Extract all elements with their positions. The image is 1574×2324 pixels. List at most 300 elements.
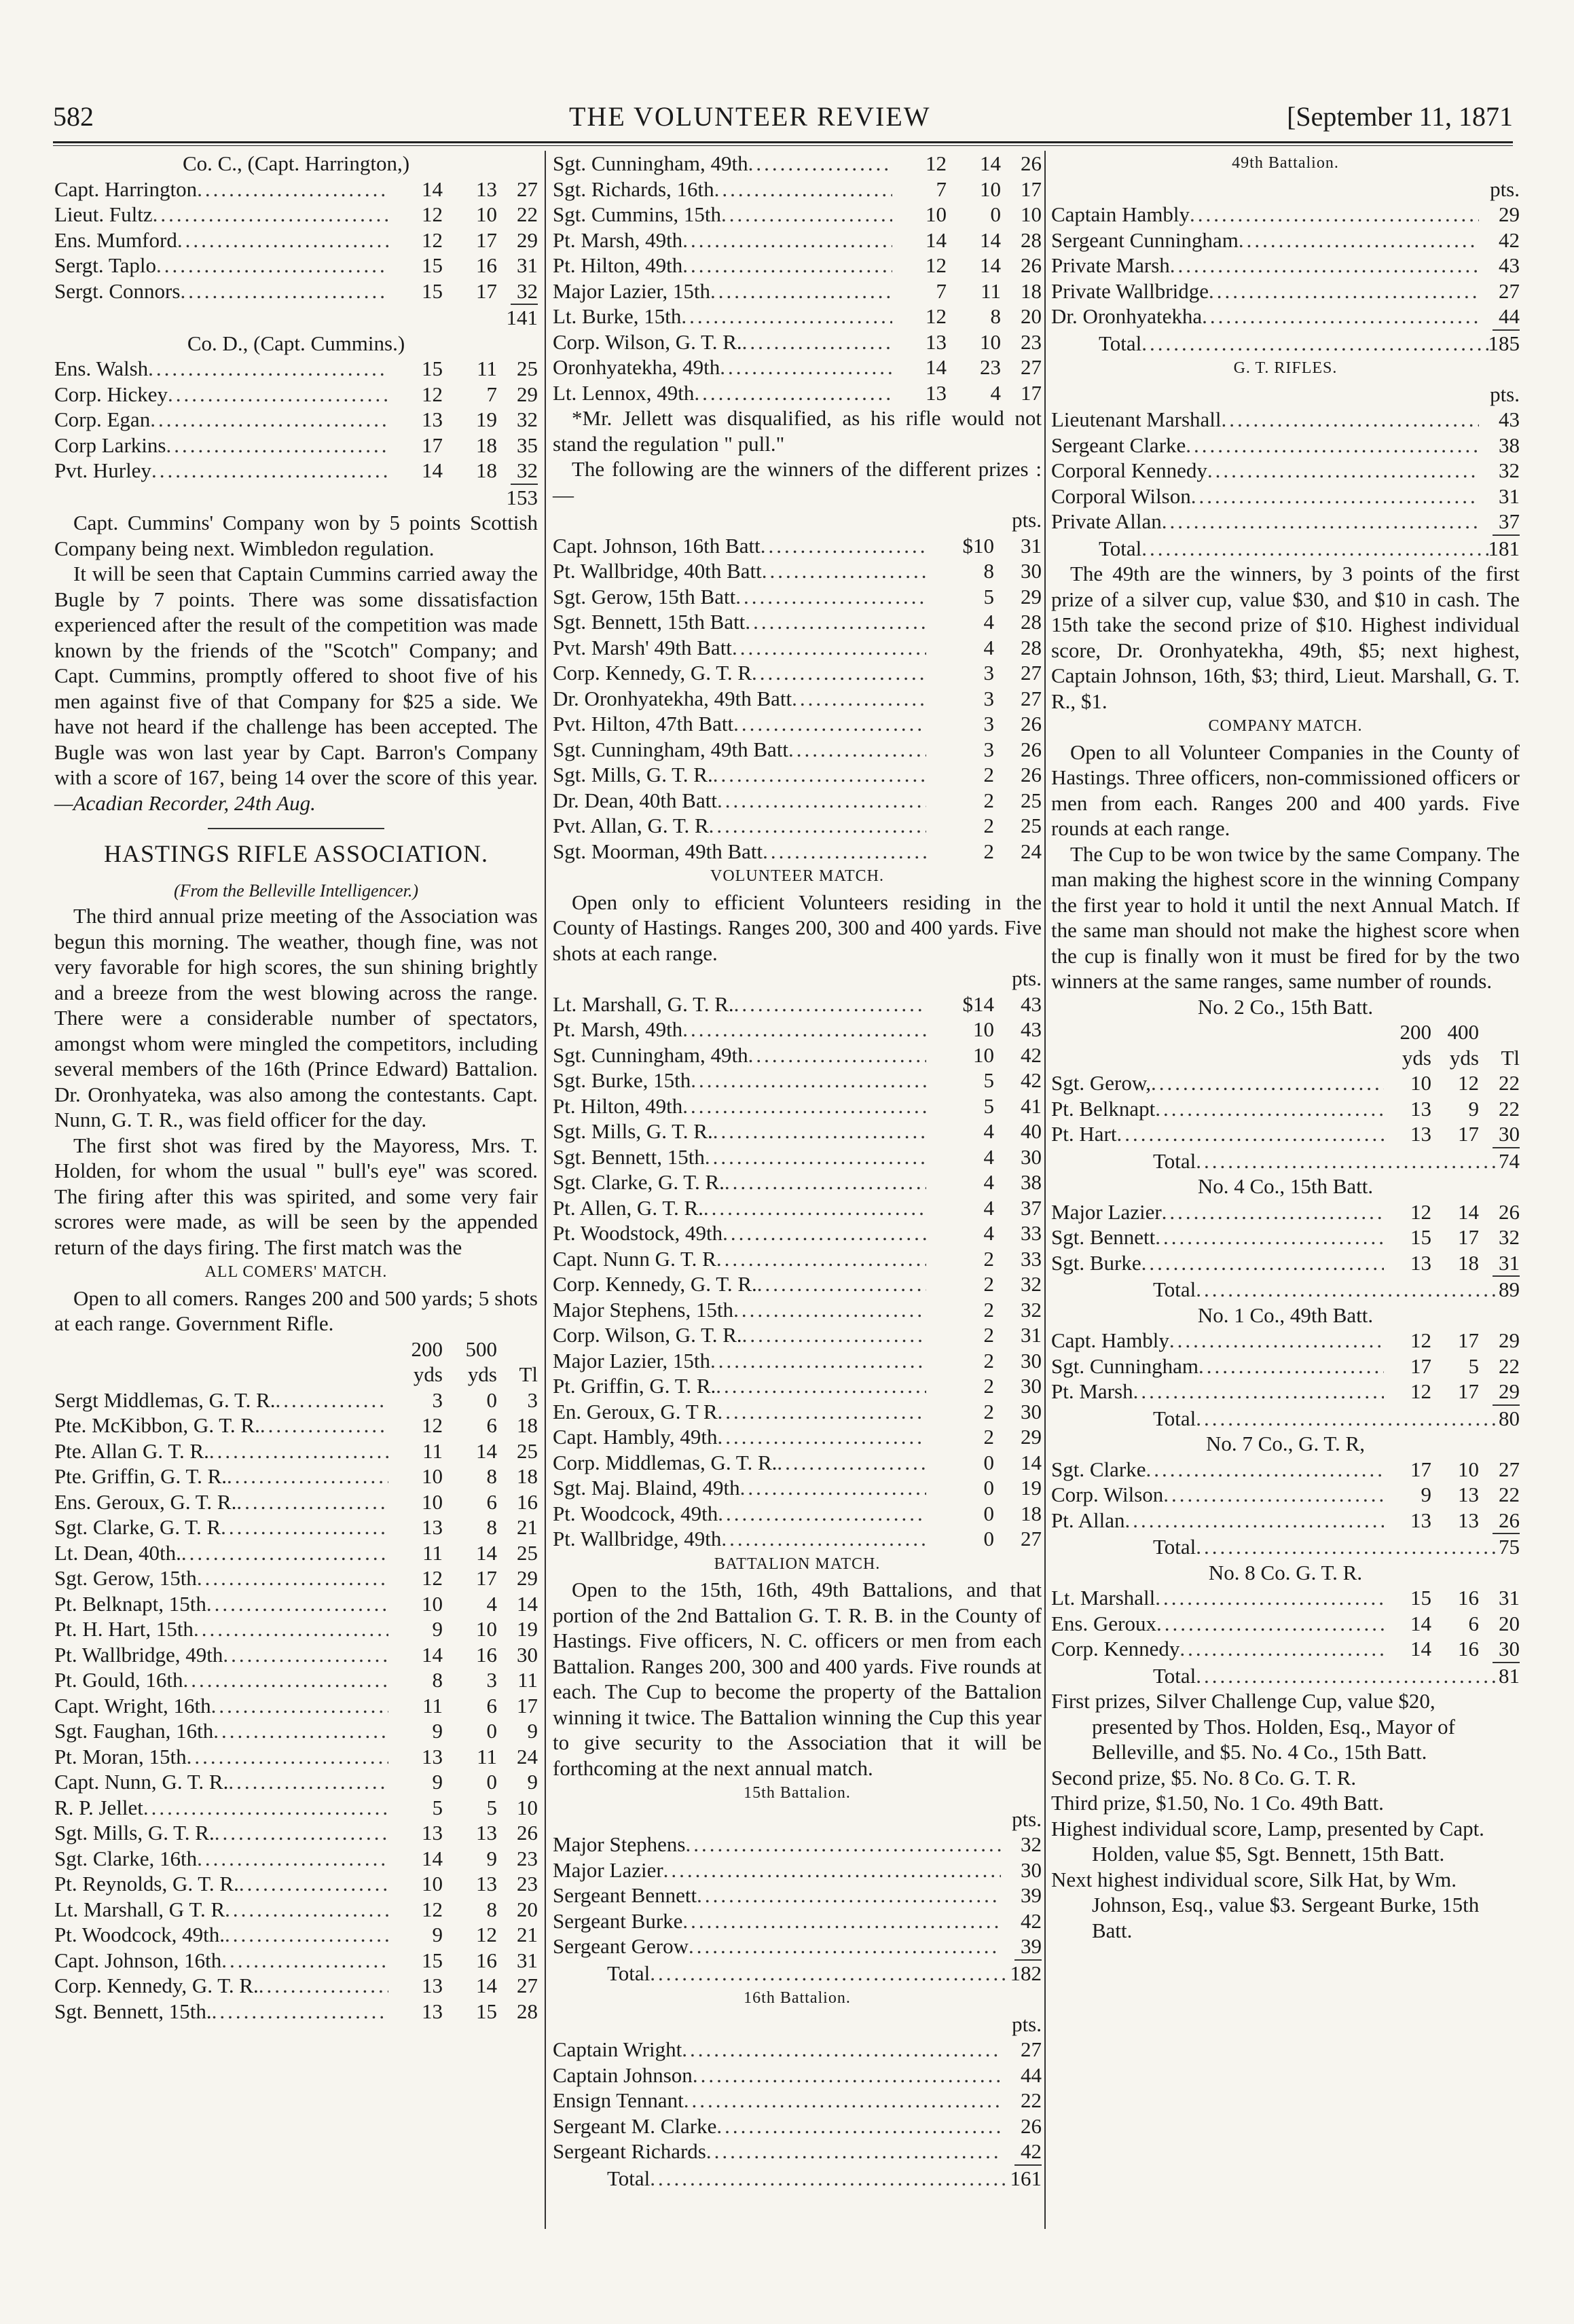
score-200: 11 bbox=[422, 1540, 443, 1565]
points: 29 bbox=[1499, 202, 1520, 226]
entrant-name: Corp. Kennedy, G. T. R. bbox=[553, 1272, 757, 1296]
paragraph: The third annual prize meeting of the Association was begun this morning. The weather, though fine, was not very favorable for high scores, the sun shining brightly and a breeze from the west blowing across the range. There were a considerable number of spectators, amongst whom were mingled the competitors, including several members of the 16th (Prince Edward) Battalion. Dr. Oronhyateka, was also among the contestants. Capt. Nunn, G. T. R., was field officer for the day. bbox=[54, 904, 538, 1131]
score-total: 24 bbox=[517, 1744, 538, 1768]
table-row bbox=[553, 1424, 1042, 1450]
score-200: 10 bbox=[422, 1489, 443, 1514]
table-row bbox=[54, 458, 538, 484]
table-row bbox=[553, 1246, 1042, 1272]
dot-leader bbox=[682, 228, 892, 253]
score-200: 12 bbox=[422, 1897, 443, 1921]
dot-leader bbox=[1116, 1121, 1384, 1147]
entrant-name: Lieut. Fultz bbox=[54, 202, 153, 226]
entrant-name: Pt. H. Hart, 15th bbox=[54, 1617, 194, 1641]
dot-leader bbox=[716, 1373, 926, 1399]
dot-leader bbox=[697, 1883, 1001, 1908]
table-row bbox=[54, 382, 538, 407]
score-500: 17 bbox=[476, 228, 497, 252]
score-500: 14 bbox=[476, 1438, 497, 1463]
dot-leader bbox=[221, 1514, 388, 1540]
score-500: 14 bbox=[980, 151, 1001, 175]
entrant-name: Dr. Oronhyatekha bbox=[1051, 304, 1203, 328]
prize-amount: 0 bbox=[983, 1527, 994, 1550]
dot-leader bbox=[153, 202, 388, 228]
table-row bbox=[54, 228, 538, 253]
entrant-name: Ens. Geroux bbox=[1051, 1611, 1156, 1635]
points: 30 bbox=[1021, 1144, 1042, 1169]
prize-amount: 2 bbox=[983, 1425, 994, 1449]
entrant-name: Pt. Wallbridge, 49th bbox=[553, 1527, 722, 1550]
entrant-name: Sgt. Mills, G. T. R. bbox=[54, 1821, 215, 1845]
score-500: 3 bbox=[486, 1668, 497, 1692]
entrant-name: Sgt. Gerow, 15th bbox=[54, 1566, 197, 1590]
dot-leader bbox=[733, 711, 926, 737]
entrant-name: Private Allan bbox=[1051, 509, 1162, 533]
prize-amount: 2 bbox=[983, 1323, 994, 1347]
total-row bbox=[1051, 1663, 1520, 1689]
score-200: 8 bbox=[432, 1668, 443, 1692]
dot-leader bbox=[225, 1897, 388, 1923]
score-total: 29 bbox=[517, 382, 538, 406]
points: 42 bbox=[1021, 1042, 1042, 1067]
table-row bbox=[553, 2139, 1042, 2164]
paragraph: Open only to efficient Volunteers residing in the County of Hastings. Ranges 200, 300 and 400 yards. Five shots at each range. bbox=[553, 890, 1042, 965]
table-row bbox=[54, 1795, 538, 1821]
entrant-name: Pt. Hart bbox=[1051, 1122, 1117, 1146]
score-200: 13 bbox=[1410, 1122, 1431, 1146]
prize-table bbox=[553, 533, 1042, 865]
dot-leader bbox=[1209, 278, 1479, 304]
table-row bbox=[1051, 407, 1520, 433]
dot-leader bbox=[183, 1667, 388, 1693]
total-row bbox=[1051, 1148, 1520, 1174]
dot-leader bbox=[763, 839, 926, 865]
score-400: 17 bbox=[1458, 1379, 1479, 1403]
points: 30 bbox=[1021, 1348, 1042, 1373]
points: 43 bbox=[1499, 253, 1520, 277]
score-table bbox=[1051, 202, 1520, 329]
score-total: 22 bbox=[1499, 1483, 1520, 1506]
points: 44 bbox=[1021, 2063, 1042, 2087]
dot-leader bbox=[1141, 1250, 1384, 1276]
column-header: pts. bbox=[1490, 177, 1520, 201]
total-value: 185 bbox=[1488, 331, 1520, 355]
dot-leader bbox=[221, 1948, 388, 1974]
entrant-name: Sergeant Cunningham bbox=[1051, 228, 1239, 252]
score-total: 29 bbox=[1499, 1328, 1520, 1352]
prize-amount: 2 bbox=[983, 763, 994, 786]
score-total: 16 bbox=[517, 1489, 538, 1514]
table-row bbox=[1051, 1508, 1520, 1533]
score-total: 27 bbox=[517, 177, 538, 201]
table-row bbox=[54, 1922, 538, 1948]
points: 38 bbox=[1021, 1170, 1042, 1194]
entrant-name: Sergeant Richards bbox=[553, 2139, 706, 2163]
score-200: 13 bbox=[422, 1744, 443, 1768]
entrant-name: Capt. Johnson, 16th Batt bbox=[553, 533, 761, 558]
prize-note: Highest individual score, Lamp, presented by Capt. Holden, value $5, Sgt. Bennett, 15th Batt. bbox=[1051, 1816, 1484, 1866]
table-row bbox=[553, 2037, 1042, 2063]
entrant-name: Sergt. Connors bbox=[54, 278, 181, 303]
table-row bbox=[54, 177, 538, 202]
score-500: 13 bbox=[476, 177, 497, 201]
table-row bbox=[1051, 1611, 1520, 1637]
dot-leader bbox=[1146, 1457, 1385, 1483]
prize-amount: 4 bbox=[983, 635, 994, 659]
column-header: pts. bbox=[1012, 2012, 1042, 2036]
total-label: Total bbox=[1153, 1535, 1196, 1559]
column-header: yds bbox=[1449, 1045, 1479, 1070]
table-row bbox=[54, 1820, 538, 1846]
score-total: 35 bbox=[517, 433, 538, 457]
table-row bbox=[553, 1169, 1042, 1195]
dot-leader bbox=[150, 407, 388, 433]
table-row bbox=[553, 1093, 1042, 1119]
section-heading: No. 2 Co., 15th Batt. bbox=[1197, 994, 1374, 1019]
score-200: 9 bbox=[432, 1719, 443, 1743]
score-table bbox=[553, 1832, 1042, 1959]
dot-leader bbox=[223, 1642, 388, 1668]
table-row bbox=[54, 1667, 538, 1693]
paragraph: Open to all comers. Ranges 200 and 500 yards; 5 shots at each range. Government Rifle. bbox=[54, 1286, 538, 1335]
score-500: 4 bbox=[990, 380, 1001, 405]
dot-leader bbox=[748, 1042, 926, 1068]
score-500: 14 bbox=[980, 253, 1001, 277]
score-total: 31 bbox=[1499, 1586, 1520, 1610]
dot-leader bbox=[1162, 1199, 1384, 1225]
prize-note: Third prize, $1.50, No. 1 Co. 49th Batt. bbox=[1051, 1791, 1384, 1815]
points: 18 bbox=[1021, 1501, 1042, 1525]
table-row bbox=[54, 1514, 538, 1540]
score-total: 26 bbox=[1021, 151, 1042, 175]
score-200: 14 bbox=[422, 1846, 443, 1870]
score-table bbox=[553, 151, 1042, 405]
entrant-name: Pt. Hilton, 49th bbox=[553, 1093, 683, 1118]
dot-leader bbox=[197, 1565, 388, 1591]
score-200: 9 bbox=[1421, 1483, 1431, 1506]
score-total: 29 bbox=[517, 228, 538, 252]
prize-amount: 3 bbox=[983, 712, 994, 736]
score-table bbox=[1051, 1585, 1520, 1662]
page-number: 582 bbox=[53, 101, 94, 132]
table-header bbox=[1051, 1019, 1520, 1045]
entrant-name: Pt. Griffin, G. T. R. bbox=[553, 1374, 716, 1398]
dot-leader bbox=[721, 1526, 926, 1552]
points: 31 bbox=[1021, 533, 1042, 558]
score-table bbox=[1051, 407, 1520, 534]
prize-amount: 2 bbox=[983, 1272, 994, 1296]
score-200: 12 bbox=[926, 151, 947, 175]
table-row bbox=[553, 1195, 1042, 1221]
dot-leader bbox=[156, 253, 388, 278]
points: 30 bbox=[1021, 1399, 1042, 1423]
score-500: 13 bbox=[476, 1821, 497, 1845]
table-row bbox=[54, 278, 538, 304]
dot-leader bbox=[717, 788, 926, 814]
score-500: 17 bbox=[476, 1566, 497, 1590]
score-total: 23 bbox=[1021, 329, 1042, 354]
score-total: 17 bbox=[1021, 177, 1042, 201]
dot-leader bbox=[685, 1832, 1001, 1857]
prize-amount: 3 bbox=[983, 661, 994, 685]
total-row bbox=[1051, 536, 1520, 562]
column-header: yds bbox=[413, 1362, 443, 1386]
table-header bbox=[54, 1362, 538, 1387]
table-row bbox=[553, 1526, 1042, 1552]
table-row bbox=[553, 686, 1042, 712]
dot-leader bbox=[1191, 484, 1479, 509]
dot-leader bbox=[722, 1220, 926, 1246]
score-400: 6 bbox=[1468, 1611, 1479, 1635]
entrant-name: Corp. Wilson, G. T. R. bbox=[553, 1323, 742, 1347]
score-200: 7 bbox=[936, 177, 947, 201]
dot-leader bbox=[1222, 407, 1480, 433]
entrant-name: Lt. Lennox, 49th bbox=[553, 380, 695, 405]
score-400: 18 bbox=[1458, 1250, 1479, 1275]
prize-amount: 10 bbox=[973, 1042, 994, 1067]
table-row bbox=[553, 1042, 1042, 1068]
entrant-name: Sgt. Richards, 16th bbox=[553, 177, 714, 201]
table-row bbox=[553, 609, 1042, 635]
table-row bbox=[54, 1616, 538, 1642]
prize-amount: 4 bbox=[983, 1195, 994, 1220]
entrant-name: Major Lazier bbox=[553, 1857, 663, 1882]
paragraph: The Cup to be won twice by the same Company. The man making the highest score in the winning Company the first year to hold it until the next Annual Match. If the same man should not make the highest score when the cup is finally won it must be fired for by the two winners at the same ranges, same number of rounds. bbox=[1051, 841, 1520, 993]
score-200: 14 bbox=[1410, 1637, 1431, 1660]
table-row bbox=[54, 1464, 538, 1489]
table-row bbox=[553, 1017, 1042, 1042]
dot-leader bbox=[212, 1999, 388, 2025]
table-row bbox=[553, 253, 1042, 278]
score-200: 13 bbox=[422, 407, 443, 431]
table-row bbox=[54, 1413, 538, 1438]
total-value: 74 bbox=[1499, 1148, 1520, 1173]
table-row bbox=[54, 1999, 538, 2025]
entrant-name: Sgt. Cummins, 15th bbox=[553, 202, 722, 226]
total-value: 75 bbox=[1499, 1535, 1520, 1559]
entrant-name: Lt. Burke, 15th bbox=[553, 304, 682, 328]
prize-amount: 2 bbox=[983, 1297, 994, 1322]
score-500: 6 bbox=[486, 1693, 497, 1718]
points: 27 bbox=[1021, 2037, 1042, 2061]
entrant-name: Private Marsh bbox=[1051, 253, 1170, 277]
points: 39 bbox=[1021, 1934, 1042, 1958]
entrant-name: Private Wallbridge bbox=[1051, 278, 1209, 303]
table-row bbox=[553, 278, 1042, 304]
score-total: 26 bbox=[1499, 1508, 1520, 1532]
dot-leader bbox=[1162, 509, 1479, 534]
points: 27 bbox=[1021, 661, 1042, 685]
prize-amount: 2 bbox=[983, 1399, 994, 1423]
score-500: 16 bbox=[476, 1642, 497, 1667]
score-500: 8 bbox=[486, 1515, 497, 1539]
score-200: 3 bbox=[432, 1387, 443, 1412]
table-row bbox=[1051, 202, 1520, 228]
score-total: 28 bbox=[1021, 228, 1042, 252]
score-table bbox=[1051, 1328, 1520, 1404]
table-row bbox=[54, 1846, 538, 1872]
dot-leader bbox=[788, 737, 926, 763]
table-row bbox=[54, 1769, 538, 1795]
score-200: 12 bbox=[1410, 1379, 1431, 1403]
points: 26 bbox=[1021, 763, 1042, 786]
table-row bbox=[553, 304, 1042, 329]
table-row bbox=[1051, 1224, 1520, 1250]
entrant-name: Sgt. Clarke, 16th bbox=[54, 1846, 198, 1870]
points: 26 bbox=[1021, 737, 1042, 761]
score-200: 14 bbox=[422, 458, 443, 482]
dot-leader bbox=[215, 1820, 388, 1846]
entrant-name: Sgt. Gerow, bbox=[1051, 1071, 1151, 1095]
prize-amount: 4 bbox=[983, 610, 994, 634]
dot-leader bbox=[713, 762, 926, 788]
score-total: 9 bbox=[527, 1770, 538, 1794]
entrant-name: Pt. Woodcock, 49th. bbox=[54, 1923, 225, 1946]
dot-leader bbox=[1163, 1482, 1384, 1508]
section-heading: No. 4 Co., 15th Batt. bbox=[1197, 1174, 1374, 1198]
points: 42 bbox=[1499, 228, 1520, 252]
points: 24 bbox=[1021, 839, 1042, 863]
entrant-name: Capt. Johnson, 16th bbox=[54, 1948, 222, 1972]
dot-leader bbox=[703, 1195, 926, 1221]
table-row bbox=[553, 788, 1042, 814]
points: 30 bbox=[1021, 1374, 1042, 1398]
dot-leader bbox=[710, 278, 892, 304]
entrant-name: Capt. Nunn, G. T. R. bbox=[54, 1770, 229, 1794]
entrant-name: Lt. Marshall, G. T. R. bbox=[553, 992, 734, 1016]
score-200: 10 bbox=[422, 1872, 443, 1895]
score-500: 14 bbox=[980, 228, 1001, 252]
score-500: 10 bbox=[980, 177, 1001, 201]
score-500: 18 bbox=[476, 433, 497, 457]
table-row bbox=[553, 1144, 1042, 1170]
score-200: 13 bbox=[422, 1999, 443, 2023]
table-row bbox=[54, 1540, 538, 1566]
entrant-name: Sgt. Bennett, 15th bbox=[553, 1144, 705, 1169]
score-total: 30 bbox=[1499, 1122, 1520, 1146]
score-total: 9 bbox=[527, 1719, 538, 1743]
footnote: *Mr. Jellett was disqualified, as his rifle would not stand the regulation " pull." bbox=[553, 406, 1042, 456]
dot-leader bbox=[710, 1348, 926, 1374]
score-total: 11 bbox=[517, 1668, 538, 1692]
table-row bbox=[553, 1297, 1042, 1323]
score-total: 23 bbox=[517, 1846, 538, 1870]
dot-leader bbox=[1125, 1508, 1384, 1533]
dot-leader bbox=[206, 1591, 388, 1617]
table-row bbox=[1051, 1636, 1520, 1662]
table-row bbox=[553, 558, 1042, 584]
score-500: 10 bbox=[476, 1617, 497, 1641]
prize-amount: 2 bbox=[983, 788, 994, 812]
total-label: Total bbox=[1153, 1148, 1196, 1173]
score-total: 31 bbox=[1499, 1250, 1520, 1275]
entrant-name: Lt. Dean, 40th. bbox=[54, 1540, 181, 1565]
table-row bbox=[54, 1744, 538, 1770]
dot-leader bbox=[239, 1871, 388, 1897]
masthead-rule bbox=[53, 141, 1513, 143]
table-row bbox=[553, 2063, 1042, 2088]
points: 19 bbox=[1021, 1476, 1042, 1500]
score-total: 27 bbox=[1499, 1457, 1520, 1481]
score-total: 20 bbox=[1021, 304, 1042, 328]
dot-leader bbox=[792, 686, 926, 712]
dot-leader bbox=[236, 1489, 388, 1515]
table-row bbox=[553, 813, 1042, 839]
table-row bbox=[553, 202, 1042, 228]
points: 14 bbox=[1021, 1450, 1042, 1474]
score-400: 14 bbox=[1458, 1199, 1479, 1224]
score-500: 7 bbox=[486, 382, 497, 406]
score-200: 13 bbox=[1410, 1508, 1431, 1532]
points: 40 bbox=[1021, 1119, 1042, 1143]
dot-leader bbox=[663, 1857, 1001, 1883]
entrant-name: Pt. Moran, 15th bbox=[54, 1744, 187, 1768]
table-row bbox=[1051, 304, 1520, 329]
dot-leader bbox=[1155, 1096, 1384, 1122]
score-table bbox=[54, 1387, 538, 2025]
entrant-name: Sgt. Cunningham, 49th bbox=[553, 1042, 748, 1067]
score-total: 17 bbox=[517, 1693, 538, 1718]
score-total: 22 bbox=[1499, 1354, 1520, 1378]
table-row bbox=[553, 660, 1042, 686]
dot-leader bbox=[180, 278, 388, 304]
prize-amount: 4 bbox=[983, 1221, 994, 1245]
score-500: 4 bbox=[486, 1591, 497, 1616]
entrant-name: Captain Wright bbox=[553, 2037, 682, 2061]
dot-leader bbox=[752, 660, 926, 686]
entrant-name: Major Lazier, 15th bbox=[553, 278, 711, 303]
prize-note: First prizes, Silver Challenge Cup, value $20, presented by Thos. Holden, Esq., Mayor of Belleville, and $5. No. 4 Co., 15th Batt. bbox=[1051, 1689, 1455, 1764]
dot-leader bbox=[718, 1399, 926, 1425]
dot-leader bbox=[757, 1271, 926, 1297]
score-200: 13 bbox=[1410, 1250, 1431, 1275]
score-200: 15 bbox=[422, 1948, 443, 1972]
entrant-name: Pt. Gould, 16th bbox=[54, 1668, 183, 1692]
dot-leader bbox=[1170, 253, 1479, 278]
points: 44 bbox=[1499, 304, 1520, 328]
total-row bbox=[553, 2166, 1042, 2192]
prize-amount: 0 bbox=[983, 1450, 994, 1474]
entrant-name: Pt. Marsh, 49th bbox=[553, 228, 683, 252]
total-label: Total bbox=[1153, 1277, 1196, 1301]
score-500: 6 bbox=[486, 1489, 497, 1514]
entrant-name: Sergeant Bennett bbox=[553, 1883, 697, 1907]
dot-leader bbox=[693, 2063, 1001, 2088]
points: 37 bbox=[1021, 1195, 1042, 1220]
entrant-name: Sergeant Gerow bbox=[553, 1934, 689, 1958]
table-row bbox=[54, 1642, 538, 1668]
score-200: 11 bbox=[422, 1693, 443, 1718]
entrant-name: Sgt. Clarke bbox=[1051, 1457, 1146, 1481]
table-row bbox=[1051, 484, 1520, 509]
total-row bbox=[1051, 1277, 1520, 1303]
entrant-name: Captain Hambly bbox=[1051, 202, 1190, 226]
table-row bbox=[553, 992, 1042, 1017]
table-row bbox=[553, 1322, 1042, 1348]
dot-leader bbox=[720, 355, 892, 380]
entrant-name: Pvt. Hilton, 47th Batt bbox=[553, 712, 734, 736]
points: 22 bbox=[1021, 2088, 1042, 2112]
total-value: 89 bbox=[1499, 1277, 1520, 1301]
table-row bbox=[553, 2088, 1042, 2113]
score-200: 13 bbox=[422, 1515, 443, 1539]
total-value: 81 bbox=[1499, 1663, 1520, 1688]
entrant-name: Sgt. Clarke, G. T. R. bbox=[553, 1170, 725, 1194]
entrant-name: Pvt. Hurley bbox=[54, 458, 151, 482]
score-total: 22 bbox=[1499, 1096, 1520, 1121]
table-row bbox=[553, 1857, 1042, 1883]
points: 31 bbox=[1499, 484, 1520, 508]
score-200: 13 bbox=[926, 380, 947, 405]
